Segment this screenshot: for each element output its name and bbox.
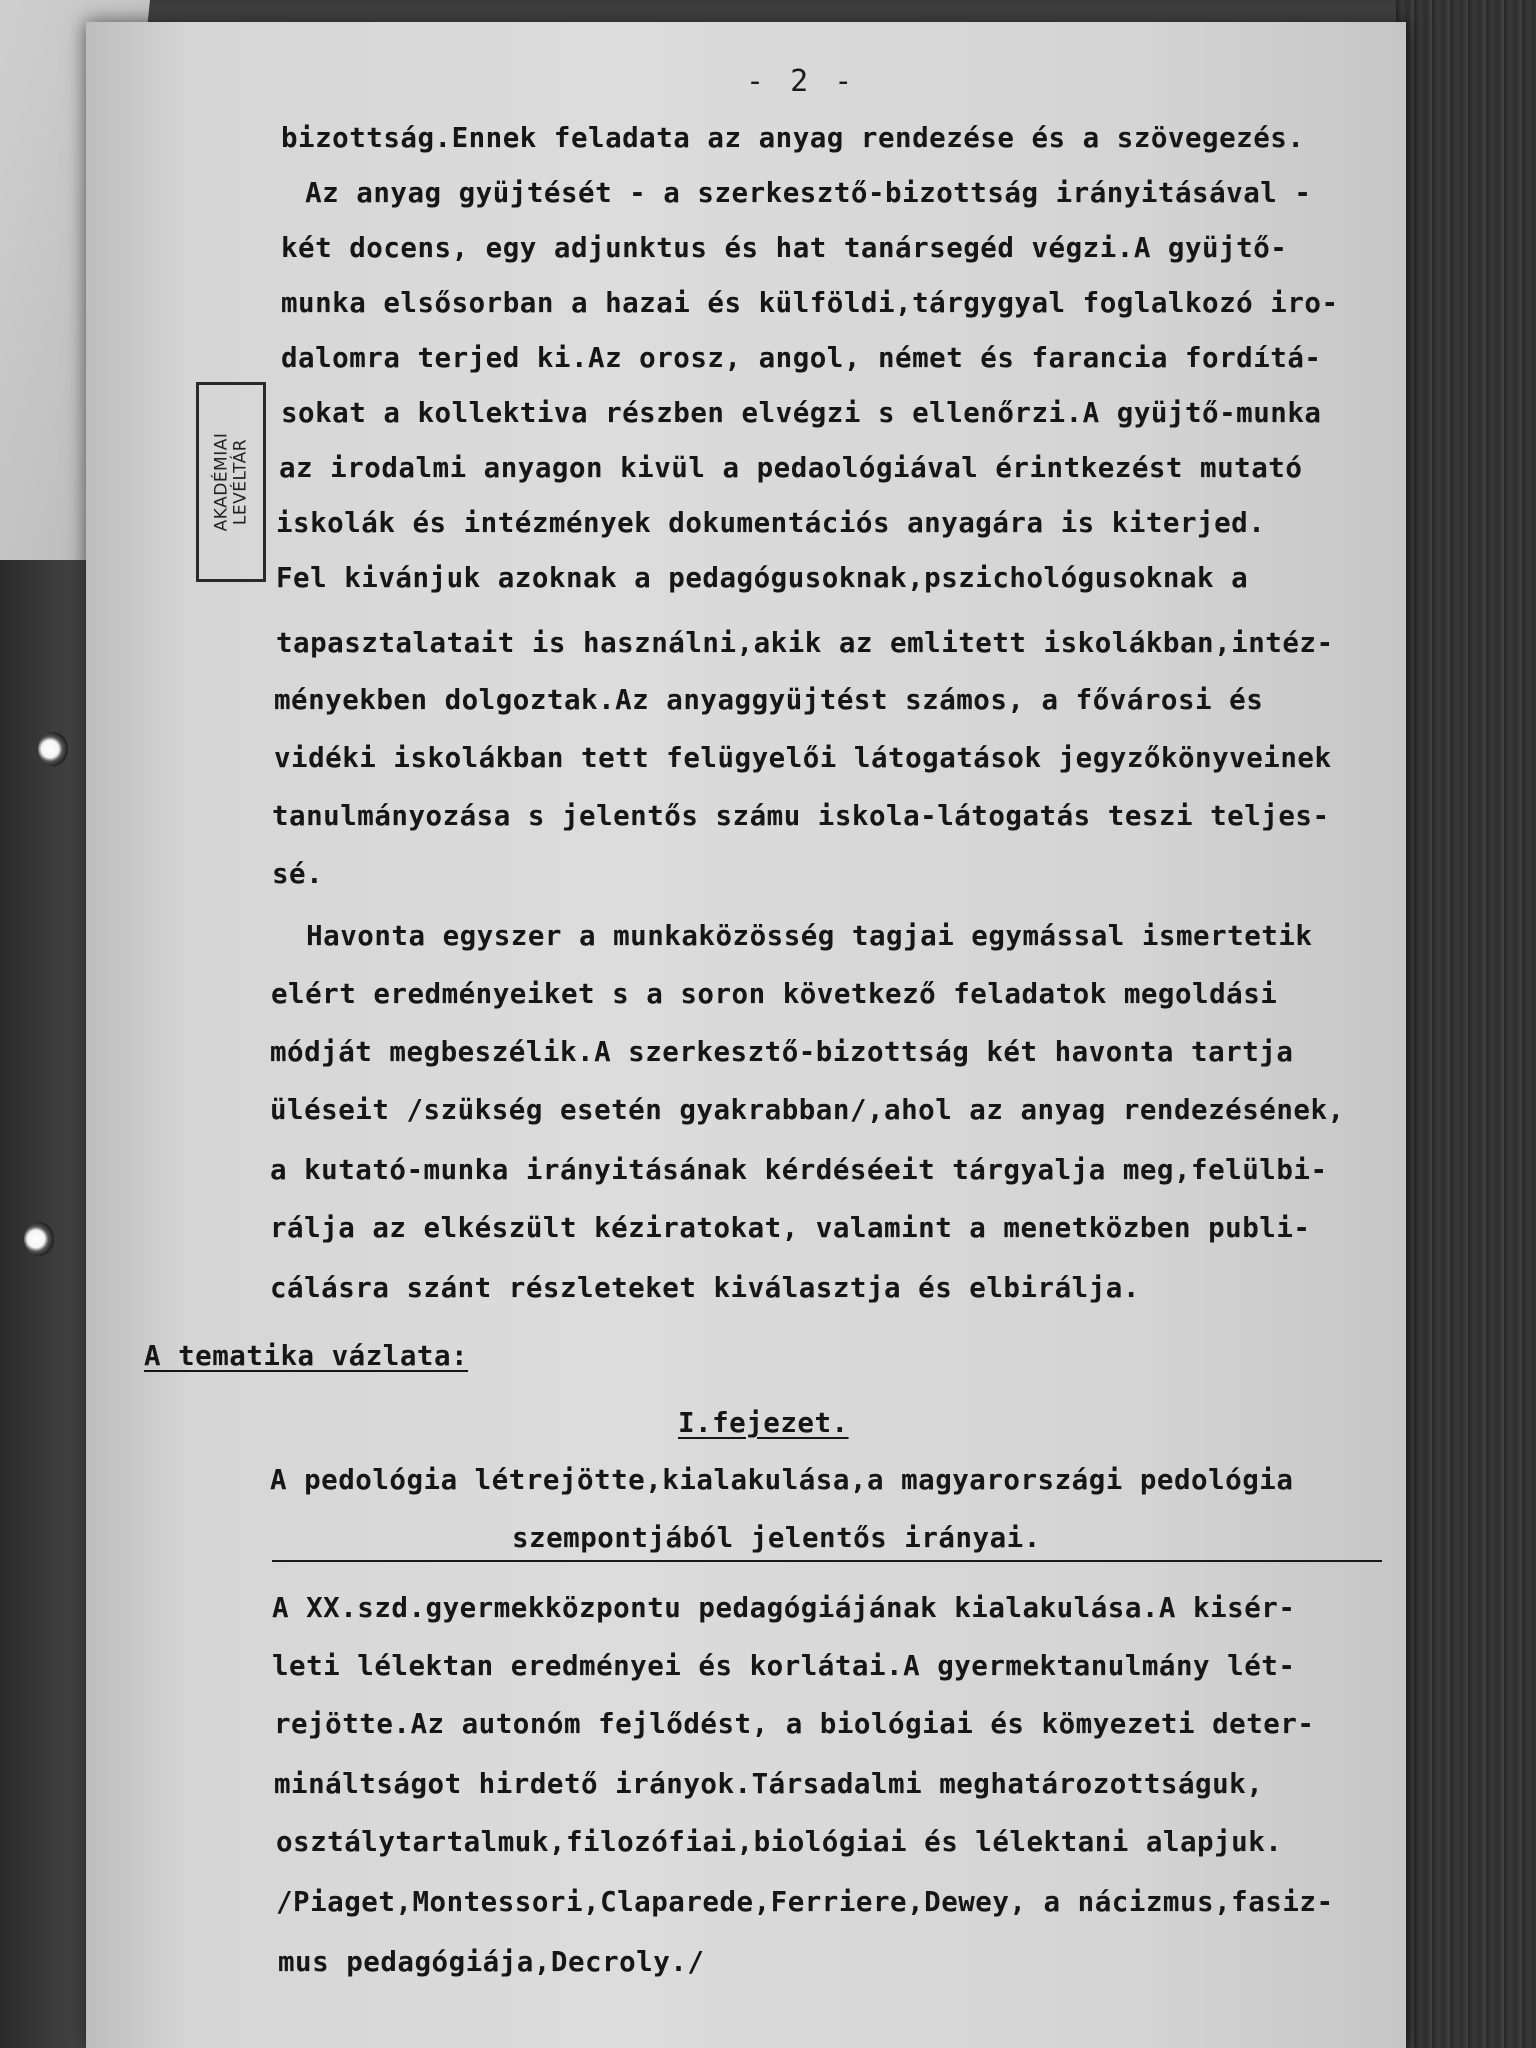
text-line: bizottság.Ennek feladata az anyag rendezése és a szövegezés. (281, 122, 1305, 154)
text-line: ményekben dolgoztak.Az anyaggyüjtést számos, a fővárosi és (274, 684, 1264, 716)
chapter-title-continuation: szempontjából jelentős irányai. (512, 1522, 1041, 1554)
stamp-line-2: LEVÉLTÁR (230, 438, 251, 526)
text-line: munka elsősorban a hazai és külföldi,tárgygyal foglalkozó iro- (281, 287, 1339, 319)
stamp-line-1: AKADÉMIAI (211, 432, 232, 532)
text-line: módját megbeszélik.A szerkesztő-bizottság két havonta tartja (270, 1036, 1294, 1068)
wood-background (1396, 0, 1536, 2048)
text-line: sokat a kollektiva részben elvégzi s ellenőrzi.A gyüjtő-munka (281, 397, 1322, 429)
text-line: elért eredményeiket s a soron következő feladatok megoldási (271, 978, 1278, 1010)
punch-hole-icon (24, 1222, 54, 1256)
text-line: mus pedagógiája,Decroly./ (278, 1946, 705, 1978)
document-page (86, 22, 1406, 2048)
chapter-title-rule (272, 1560, 1382, 1562)
text-line: iskolák és intézmények dokumentációs anyagára is kiterjed. (276, 507, 1266, 539)
archive-stamp (196, 382, 266, 582)
text-line: /Piaget,Montessori,Claparede,Ferriere,Dewey, a nácizmus,fasiz- (276, 1886, 1334, 1918)
text-line: két docens, egy adjunktus és hat tanársegéd végzi.A gyüjtő- (281, 232, 1288, 264)
section-heading: A tematika vázlata: (144, 1340, 469, 1372)
text-line: Havonta egyszer a munkaközösség tagjai egymással ismertetik (272, 920, 1313, 952)
text-line: osztálytartalmuk,filozófiai,biológiai és lélektani alapjuk. (276, 1826, 1283, 1858)
text-line: tapasztalatait is használni,akik az emlitett iskolákban,intéz- (276, 627, 1334, 659)
text-line: cálásra szánt részleteket kiválasztja és elbirálja. (270, 1272, 1140, 1304)
text-line: üléseit /szükség esetén gyakrabban/,ahol az anyag rendezésének, (270, 1094, 1345, 1126)
text-line: Fel kivánjuk azoknak a pedagógusoknak,pszichológusoknak a (276, 562, 1249, 594)
chapter-heading: I.fejezet. (678, 1407, 849, 1439)
chapter-title: A pedológia létrejötte,kialakulása,a magyarországi pedológia (270, 1464, 1294, 1496)
punch-hole-icon (38, 732, 68, 766)
text-line: rálja az elkészült kéziratokat, valamint a menetközben publi- (270, 1212, 1311, 1244)
text-line: dalomra terjed ki.Az orosz, angol, német és farancia fordítá- (281, 342, 1322, 374)
text-line: rejötte.Az autonóm fejlődést, a biológiai és kömyezeti deter- (274, 1708, 1315, 1740)
text-line: leti lélektan eredményei és korlátai.A gyermektanulmány lét- (272, 1650, 1296, 1682)
text-line: sé. (272, 858, 324, 890)
text-line: az irodalmi anyagon kivül a pedaológiával érintkezést mutató (279, 452, 1303, 484)
text-line: mináltságot hirdető irányok.Társadalmi meghatározottságuk, (274, 1768, 1264, 1800)
text-line: A XX.szd.gyermekközpontu pedagógiájának kialakulása.A kisér- (272, 1592, 1296, 1624)
text-line: a kutató-munka irányitásának kérdéséeit tárgyalja meg,felülbi- (270, 1154, 1328, 1186)
text-line: vidéki iskolákban tett felügyelői látogatások jegyzőkönyveinek (274, 742, 1332, 774)
text-line: tanulmányozása s jelentős számu iskola-látogatás teszi teljes- (272, 800, 1330, 832)
page-number: - 2 - (746, 64, 857, 99)
text-line: Az anyag gyüjtését - a szerkesztő-bizottság irányitásával - (271, 177, 1312, 209)
